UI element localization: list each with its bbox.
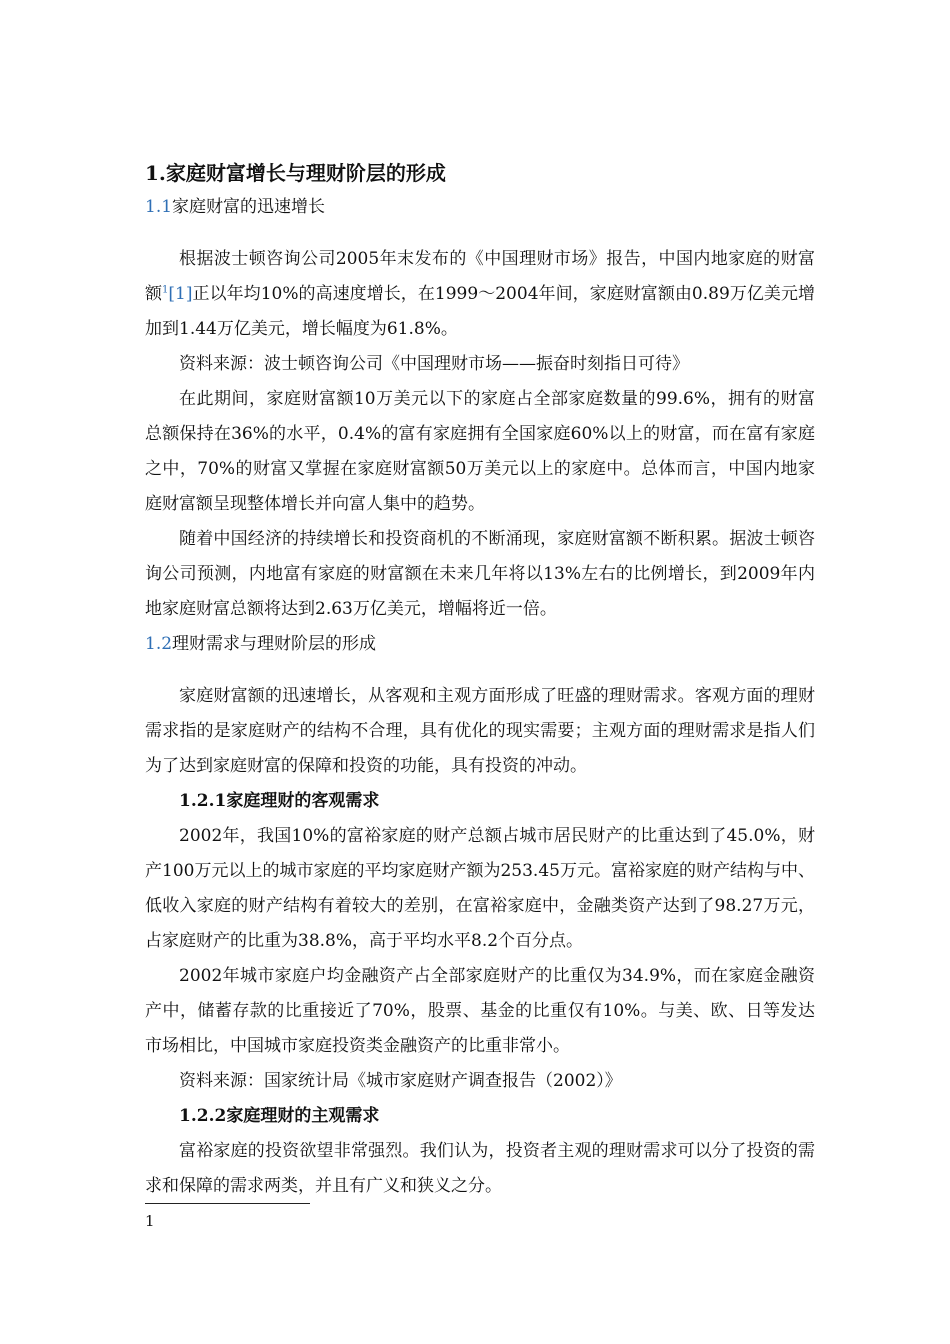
paragraph-2: 在此期间，家庭财富额10万美元以下的家庭占全部家庭数量的99.6%，拥有的财富总额保持在36%的水平，0.4%的富有家庭拥有全国家庭60%以上的财富，而在富有家庭之中，70%的财富又掌握在家庭财富额50万美元以上的家庭中。总体而言，中国内地家庭财富额呈现整体增长并向富人集中的趋势。 — [145, 389, 815, 514]
heading-1-1-number: 1.1 — [145, 197, 173, 217]
paragraph-3: 随着中国经济的持续增长和投资商机的不断涌现，家庭财富额不断积累。据波士顿咨询公司预测，内地富有家庭的财富额在未来几年将以13%左右的比例增长，到2009年内地家庭财富总额将达到2.63万亿美元，增幅将近一倍。 — [145, 529, 815, 619]
paragraph-6: 2002年城市家庭户均金融资产占全部家庭财产的比重仅为34.9%，而在家庭金融资产中，储蓄存款的比重接近了70%，股票、基金的比重仅有10%。与美、欧、日等发达市场相比，中国城市家庭投资类金融资产的比重非常小。 — [145, 966, 815, 1056]
heading-1: 1.家庭财富增长与理财阶层的形成 — [145, 161, 446, 185]
spacer — [145, 661, 815, 679]
paragraph-7: 富裕家庭的投资欲望非常强烈。我们认为，投资者主观的理财需求可以分了投资的需求和保障的需求两类，并且有广义和狭义之分。 — [145, 1141, 815, 1196]
paragraph-1-text-b: 正以年均10%的高速度增长，在1999～2004年间，家庭财富额由0.89万亿美元增加到1.44万亿美元，增长幅度为61.8%。 — [145, 284, 815, 339]
paragraph-1 — [145, 242, 815, 347]
heading-1-2 — [145, 627, 815, 661]
source-note-2: 资料来源：国家统计局《城市家庭财产调查报告（2002）》 — [179, 1071, 622, 1091]
heading-1-1 — [145, 190, 815, 224]
document-body — [145, 156, 815, 1204]
footnote-mark[interactable]: 1 — [162, 284, 169, 296]
heading-1-2-number: 1.2 — [145, 634, 173, 654]
footnote-number: 1 — [145, 1212, 155, 1230]
heading-1-1-title: 家庭财富的迅速增长 — [172, 197, 326, 217]
paragraph-1-text-a: 根据波士顿咨询公司2005年末发布的《中国理财市场》报告，中国内地家庭的财富额 — [145, 249, 815, 304]
spacer — [145, 224, 815, 242]
reference-link[interactable]: [1] — [168, 284, 193, 304]
paragraph-4: 家庭财富额的迅速增长，从客观和主观方面形成了旺盛的理财需求。客观方面的理财需求指的是家庭财产的结构不合理，具有优化的现实需要；主观方面的理财需求是指人们为了达到家庭财富的保障和投资的功能，具有投资的冲动。 — [145, 686, 815, 776]
source-note-1: 资料来源：波士顿咨询公司《中国理财市场——振奋时刻指日可待》 — [179, 354, 689, 374]
footnote-separator — [145, 1203, 310, 1204]
heading-1-2-1: 1.2.1家庭理财的客观需求 — [179, 791, 380, 811]
heading-1-2-title: 理财需求与理财阶层的形成 — [172, 634, 377, 654]
paragraph-5: 2002年，我国10%的富裕家庭的财产总额占城市居民财产的比重达到了45.0%，财产100万元以上的城市家庭的平均家庭财产额为253.45万元。富裕家庭的财产结构与中、低收入家庭的财产结构有着较大的差别，在富裕家庭中，金融类资产达到了98.27万元，占家庭财产的比重为38.8%，高于平均水平8.2个百分点。 — [145, 826, 815, 951]
heading-1-2-2: 1.2.2家庭理财的主观需求 — [179, 1106, 380, 1126]
